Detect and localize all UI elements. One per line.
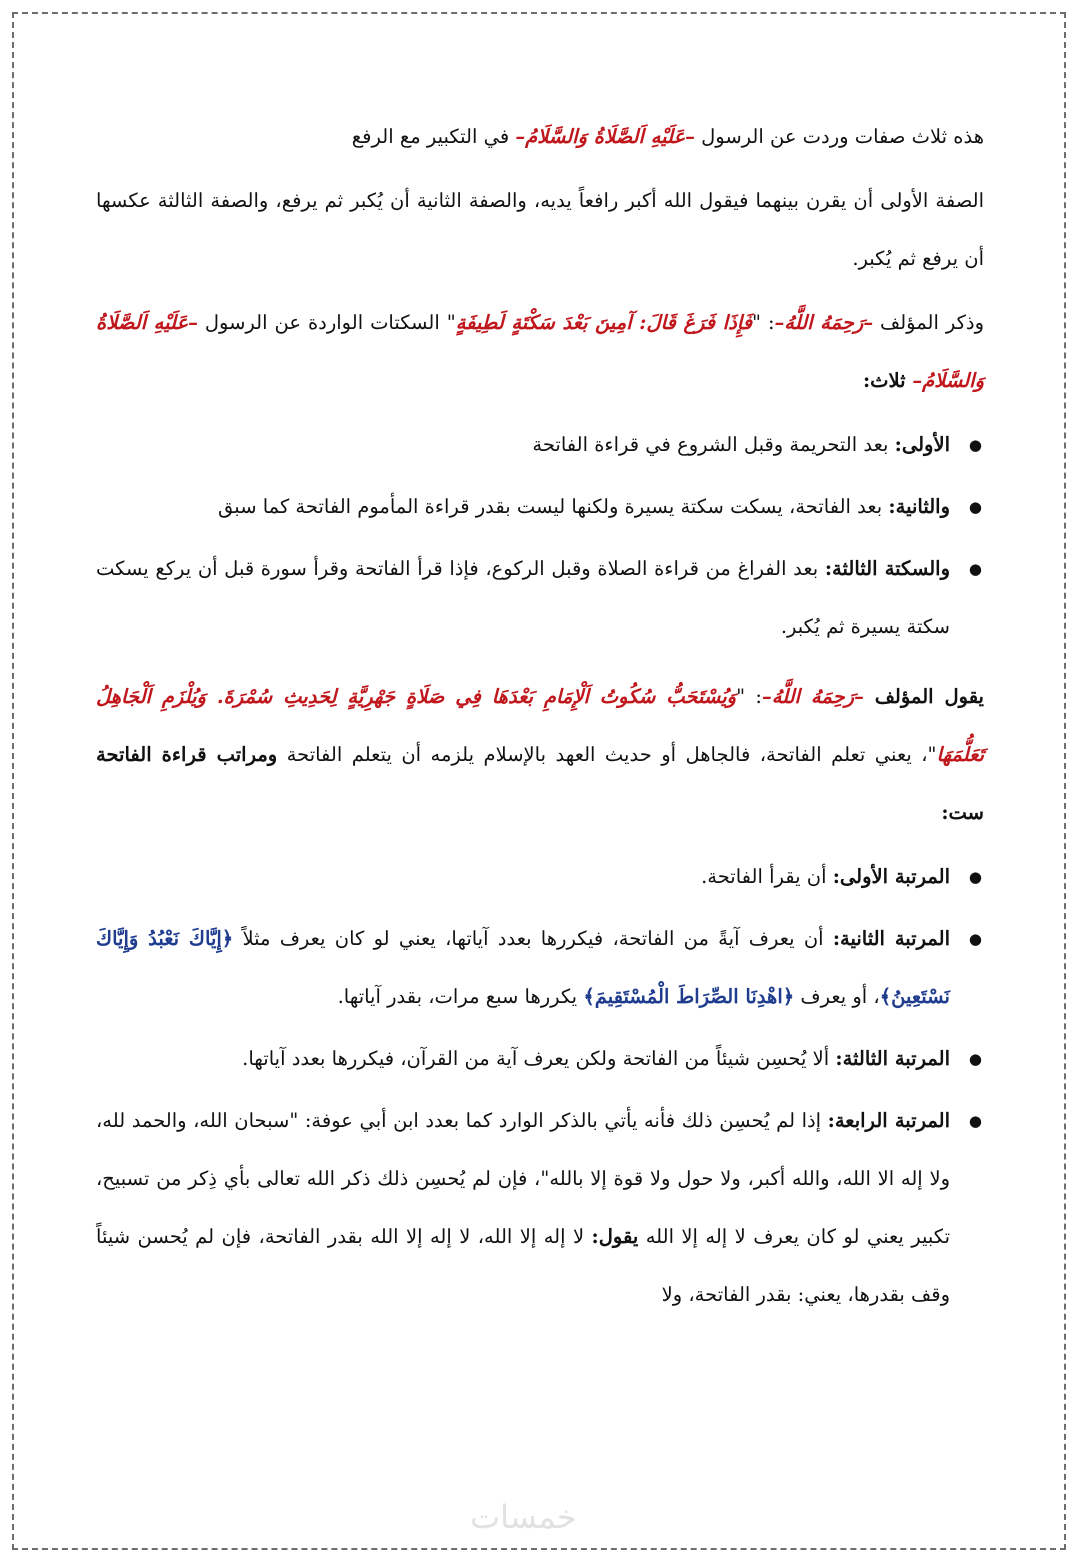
sakatat-list bbox=[96, 416, 984, 656]
watermark-logo: خمسات bbox=[470, 1498, 577, 1536]
list-item: ● الأولى: بعد التحريمة وقبل الشروع في قراءة الفاتحة bbox=[96, 416, 950, 474]
paragraph-fatiha-learning: يقول المؤلف –رَحِمَهُ اللَّهُ–: "وَيُسْتَحَبُّ سُكُوتُ اَلْإِمَامِ بَعْدَهَا فِي صَلَاةٍ جَهْرِيَّةٍ لِحَدِيثِ سُمْرَةَ. وَيُلْزَمِ اَلْجَاهِلُ تَعَلُّمَهَا"، يعني تعلم الفاتحة، فالجاهل أو حديث العهد بالإسلام يلزمه أن يتعلم الفاتحة ومراتب قراءة الفاتحة ست: bbox=[96, 685, 984, 824]
list-item: ● المرتبة الأولى: أن يقرأ الفاتحة. bbox=[96, 848, 950, 906]
list-item: ● والثانية: بعد الفاتحة، يسكت سكتة يسيرة ولكنها ليست بقدر قراءة المأموم الفاتحة كما سبق bbox=[96, 478, 950, 536]
maratib-list bbox=[96, 848, 984, 1324]
document-body bbox=[96, 108, 984, 1336]
matn-quote: وَيُسْتَحَبُّ سُكُوتُ اَلْإِمَامِ بَعْدَهَا فِي صَلَاةٍ جَهْرِيَّةٍ لِحَدِيثِ سُمْرَةَ. وَيُلْزَمِ اَلْجَاهِلُ تَعَلُّمَهَا bbox=[96, 685, 984, 766]
quran-ayah: ﴿إِيَّاكَ نَعْبُدُ وَإِيَّاكَ نَسْتَعِينُ﴾ bbox=[96, 927, 950, 1008]
paragraph-sakatat-intro: وذكر المؤلف –رَحِمَهُ اللَّهُ–: "فَإِذَا فَرَغَ قَالَ: آمِينَ بَعْدَ سَكْتَةٍ لَطِيفَةٍ" السكتات الواردة عن الرسول –عَلَيْهِ اَلصَّلَاةُ وَالسَّلَامُ– ثلاث: bbox=[96, 311, 984, 392]
list-item: ● المرتبة الرابعة: إذا لم يُحسِن ذلك فأنه يأتي بالذكر الوارد كما بعدد ابن أبي عوفة: "سبحان الله، والحمد لله، ولا إله الا الله، والله أكبر، ولا حول ولا قوة إلا بالله"، فإن لم يُحسِن ذلك ذكر الله تعالى بأي ذِكر من تسبيح، تكبير يعني لو كان يعرف لا إله إلا الله يقول: لا إله إلا الله، لا إله إلا الله بقدر الفاتحة، فإن لم يُحسن شيئاً وقف بقدرها، يعني: بقدر الفاتحة، ولا bbox=[96, 1092, 950, 1324]
honorific: –عَلَيْهِ اَلصَّلَاةُ وَالسَّلَامُ– bbox=[515, 125, 695, 148]
quran-ayah: ﴿اهْدِنَا الصِّرَاطَ الْمُسْتَقِيمَ﴾ bbox=[583, 985, 795, 1008]
list-item: ● والسكتة الثالثة: بعد الفراغ من قراءة الصلاة وقبل الركوع، فإذا قرأ الفاتحة وقرأ سورة قبل أن يركع يسكت سكتة يسيرة ثم يُكبر. bbox=[96, 540, 950, 656]
list-item: ● المرتبة الثانية: أن يعرف آيةً من الفاتحة، فيكررها بعدد آياتها، يعني لو كان يعرف مثلاً ﴿إِيَّاكَ نَعْبُدُ وَإِيَّاكَ نَسْتَعِينُ﴾، أو يعرف ﴿اهْدِنَا الصِّرَاطَ الْمُسْتَقِيمَ﴾ يكررها سبع مرات، بقدر آياتها. bbox=[96, 910, 950, 1026]
paragraph-takbir-forms: هذه ثلاث صفات وردت عن الرسول –عَلَيْهِ اَلصَّلَاةُ وَالسَّلَامُ– في التكبير مع الرفع bbox=[351, 125, 984, 148]
paragraph-three-forms: الصفة الأولى أن يقرن بينهما فيقول الله أكبر رافعاً يديه، والصفة الثانية أن يُكبر ثم يرفع، والصفة الثالثة عكسها أن يرفع ثم يُكبر. bbox=[96, 189, 984, 270]
list-item: ● المرتبة الثالثة: ألا يُحسِن شيئاً من الفاتحة ولكن يعرف آية من القرآن، فيكررها بعدد آياتها. bbox=[96, 1030, 950, 1088]
matn-quote: فَإِذَا فَرَغَ قَالَ: آمِينَ بَعْدَ سَكْتَةٍ لَطِيفَةٍ bbox=[455, 311, 753, 334]
honorific: –رَحِمَهُ اللَّهُ– bbox=[761, 685, 864, 708]
honorific: –عَلَيْهِ اَلصَّلَاةُ وَالسَّلَامُ– bbox=[96, 311, 984, 392]
honorific: –رَحِمَهُ اللَّهُ– bbox=[774, 311, 874, 334]
